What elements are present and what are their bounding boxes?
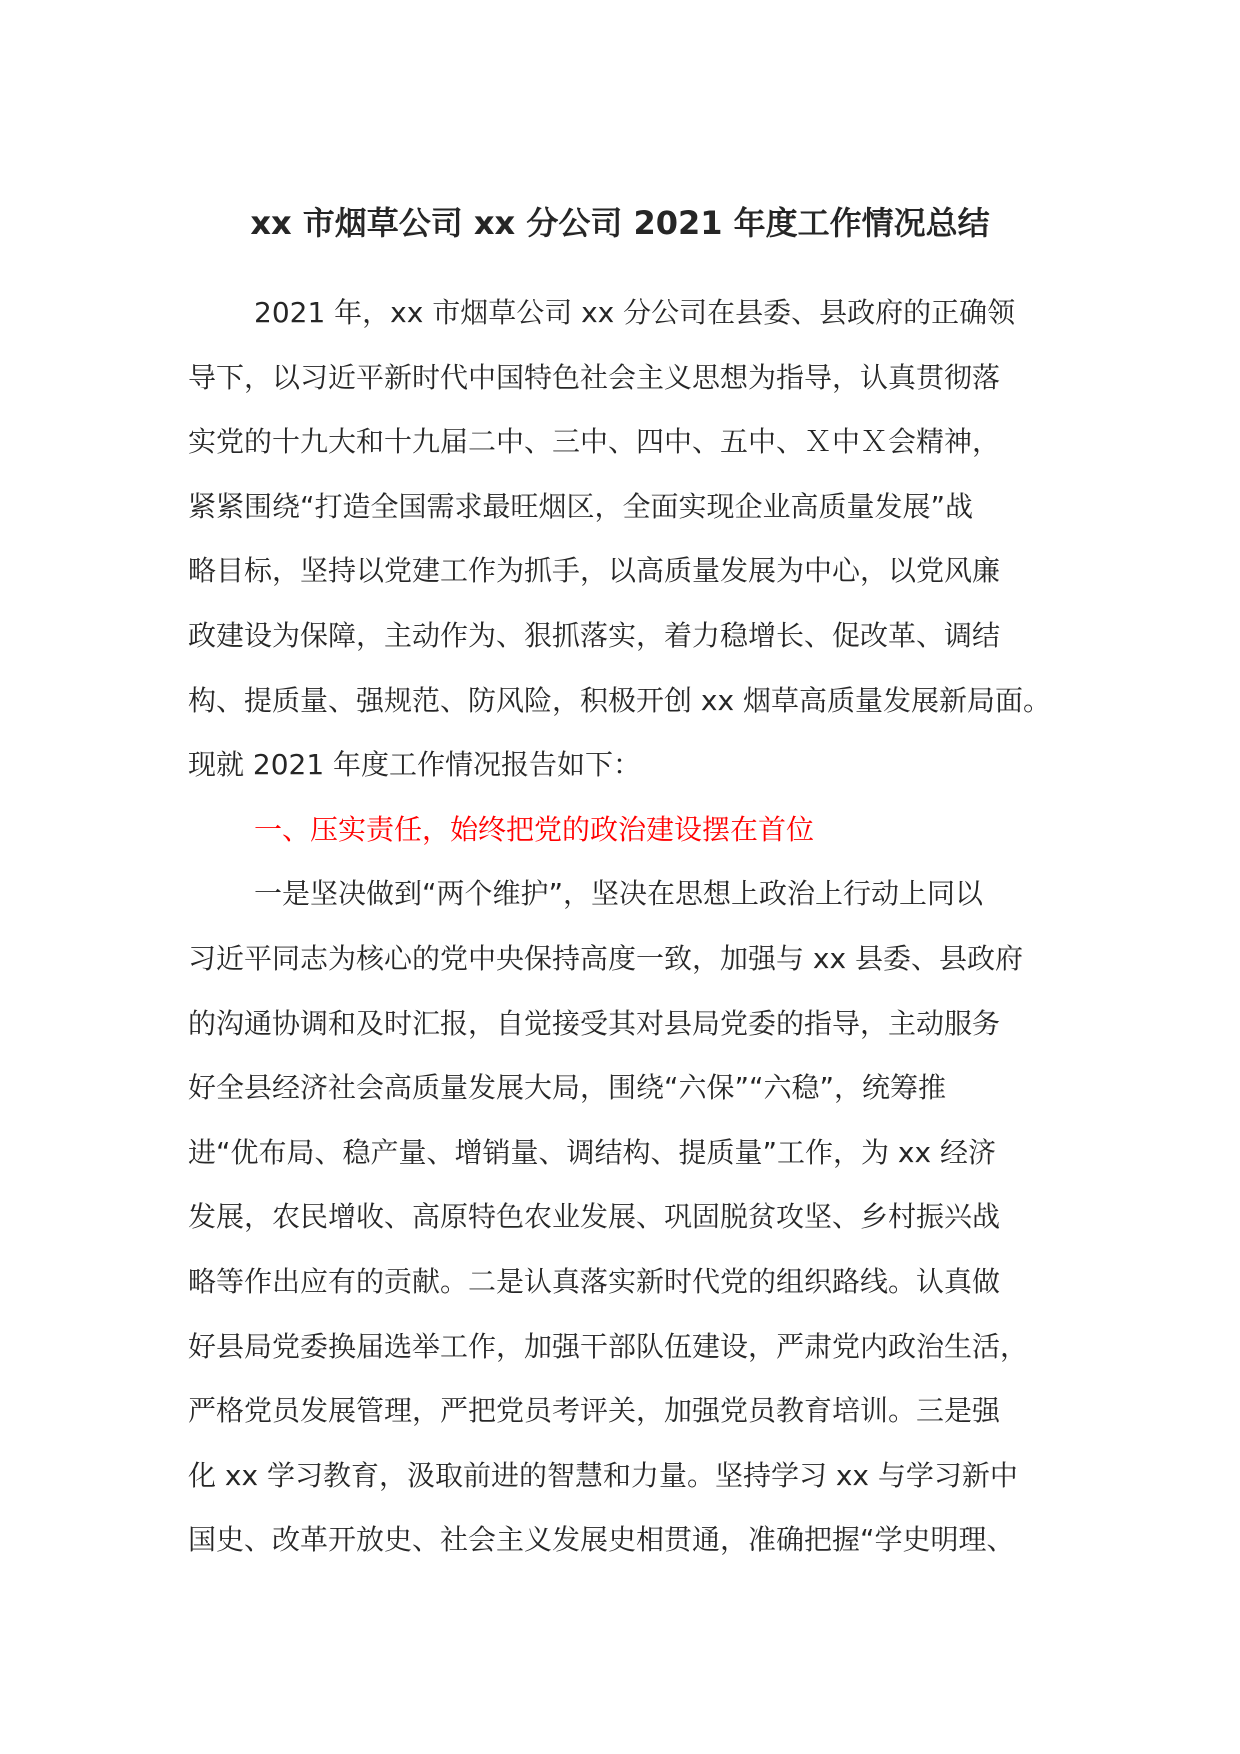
paragraph-line: 2021 年，xx 市烟草公司 xx 分公司在县委、县政府的正确领 [254,296,1016,329]
section-heading: 一、压实责任，始终把党的政治建设摆在首位 [254,812,815,846]
paragraph-line: 略目标，坚持以党建工作为抓手，以高质量发展为中心，以党风廉 [188,554,1001,588]
paragraph-line: 构、提质量、强规范、防风险，积极开创 xx 烟草高质量发展新局面。 [188,683,1051,717]
document-title: xx 市烟草公司 xx 分公司 2021 年度工作情况总结 [250,204,990,242]
paragraph-line: 导下，以习近平新时代中国特色社会主义思想为指导，认真贯彻落 [188,360,1001,394]
document-body [188,290,1068,1582]
paragraph-line: 进“优布局、稳产量、增销量、调结构、提质量”工作，为 xx 经济 [188,1135,996,1169]
paragraph-line: 政建设为保障，主动作为、狠抓落实，着力稳增长、促改革、调结 [188,618,1001,652]
paragraph-line: 化 xx 学习教育，汲取前进的智慧和力量。坚持学习 xx 与学习新中 [188,1458,1018,1492]
paragraph-line: 略等作出应有的贡献。二是认真落实新时代党的组织路线。认真做 [188,1264,1001,1298]
paragraph-line: 发展，农民增收、高原特色农业发展、巩固脱贫攻坚、乡村振兴战 [188,1200,1001,1234]
paragraph-line: 严格党员发展管理，严把党员考评关，加强党员教育培训。三是强 [188,1394,1001,1428]
paragraph-line: 的沟通协调和及时汇报，自觉接受其对县局党委的指导，主动服务 [188,1006,1001,1040]
paragraph-line: 好县局党委换届选举工作，加强干部队伍建设，严肃党内政治生活， [188,1329,1029,1363]
paragraph-line: 习近平同志为核心的党中央保持高度一致，加强与 xx 县委、县政府 [188,941,1023,975]
paragraph-line: 实党的十九大和十九届二中、三中、四中、五中、Ｘ中Ｘ会精神， [188,425,1001,459]
paragraph-line: 一是坚决做到“两个维护”，坚决在思想上政治上行动上同以 [254,877,984,911]
paragraph-line: 好全县经济社会高质量发展大局，围绕“六保”“六稳”，统筹推 [188,1071,947,1105]
paragraph-line: 紧紧围绕“打造全国需求最旺烟区，全面实现企业高质量发展”战 [188,489,974,523]
paragraph-line: 国史、改革开放史、社会主义发展史相贯通，准确把握“学史明理、 [188,1523,1015,1557]
paragraph-line: 现就 2021 年度工作情况报告如下： [188,748,642,782]
